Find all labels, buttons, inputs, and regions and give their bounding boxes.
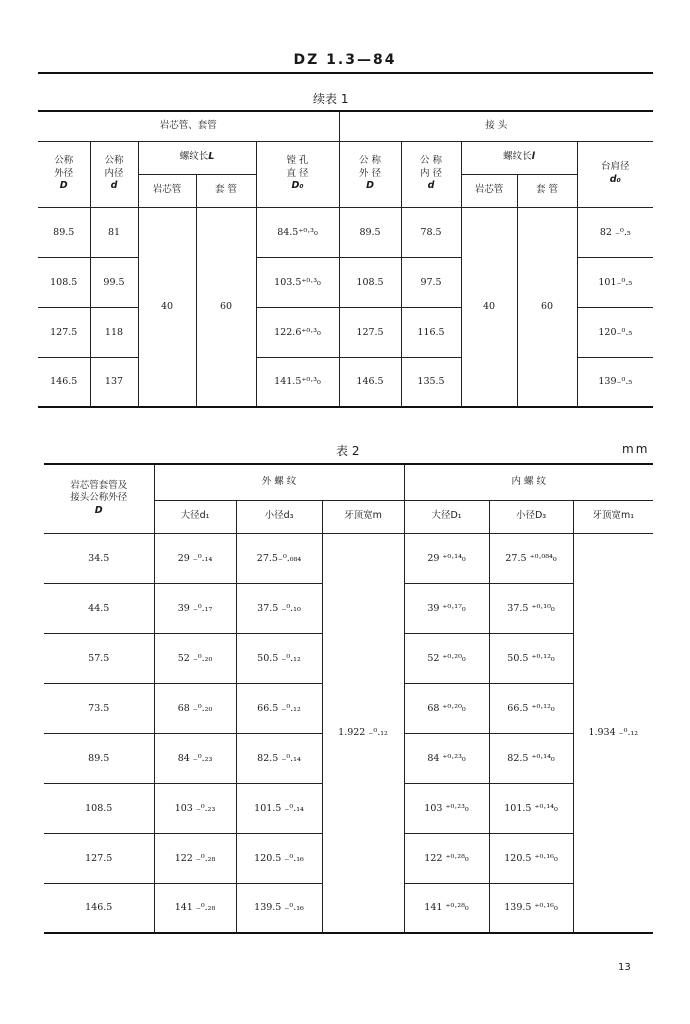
col-nominal-id: 公称 内径 d [90, 141, 138, 207]
col-ext-minor: 小径d₃ [236, 500, 322, 533]
cell-l-casing: 60 [517, 207, 577, 407]
cell-joint-D: 146.5 [339, 357, 401, 407]
cell-D0: 84.5⁺⁰·³₀ [256, 207, 339, 257]
cell-D3: 101.5 ⁺⁰·¹⁴₀ [489, 783, 573, 833]
cell-D: 108.5 [44, 783, 154, 833]
cell-L-core: 40 [138, 207, 196, 407]
cell-joint-d: 116.5 [401, 307, 461, 357]
col-ext-major: 大径d₁ [154, 500, 236, 533]
cell-D: 73.5 [44, 683, 154, 733]
cell-D0: 122.6⁺⁰·³₀ [256, 307, 339, 357]
col-L-casing: 套 管 [196, 174, 256, 207]
table1-caption: 续表 1 [313, 92, 349, 106]
cell-d0: 82 ₋⁰.₅ [577, 207, 653, 257]
cell-D: 34.5 [44, 533, 154, 583]
cell-D3: 139.5 ⁺⁰·¹⁶₀ [489, 883, 573, 933]
standard-code: DZ 1.3—84 [293, 52, 397, 68]
cell-D3: 50.5 ⁺⁰·¹²₀ [489, 633, 573, 683]
cell-d3: 50.5 ₋⁰.₁₂ [236, 633, 322, 683]
cell-d1: 141 ₋⁰.₂₈ [154, 883, 236, 933]
group-pipe: 岩芯管、套管 [38, 111, 339, 141]
cell-joint-d: 97.5 [401, 257, 461, 307]
group-internal-thread: 内 螺 纹 [404, 464, 653, 500]
cell-ext-crest: 1.922 ₋⁰.₁₂ [322, 533, 404, 933]
cell-d0: 139₋⁰.₅ [577, 357, 653, 407]
cell-D: 146.5 [38, 357, 90, 407]
cell-D0: 141.5⁺⁰·³₀ [256, 357, 339, 407]
cell-d3: 139.5 ₋⁰.₁₆ [236, 883, 322, 933]
cell-d: 118 [90, 307, 138, 357]
col-l-core-pipe: 岩芯管 [461, 174, 517, 207]
cell-D: 127.5 [44, 833, 154, 883]
cell-joint-D: 89.5 [339, 207, 401, 257]
cell-joint-D: 127.5 [339, 307, 401, 357]
col-thread-length-L: 螺纹长L [138, 141, 256, 174]
cell-D: 108.5 [38, 257, 90, 307]
page-number: 13 [618, 962, 631, 973]
table2-unit: mm [622, 442, 650, 456]
header-rule [38, 72, 653, 74]
cell-D3: 27.5 ⁺⁰·⁰⁸⁴₀ [489, 533, 573, 583]
cell-D: 146.5 [44, 883, 154, 933]
cell-joint-D: 108.5 [339, 257, 401, 307]
cell-d1: 103 ₋⁰.₂₃ [154, 783, 236, 833]
cell-D: 89.5 [38, 207, 90, 257]
cell-D1: 68 ⁺⁰·²⁰₀ [404, 683, 489, 733]
cell-L-casing: 60 [196, 207, 256, 407]
col-L-core-pipe: 岩芯管 [138, 174, 196, 207]
group-external-thread: 外 螺 纹 [154, 464, 404, 500]
cell-D3: 82.5 ⁺⁰·¹⁴₀ [489, 733, 573, 783]
cell-d3: 120.5 ₋⁰.₁₆ [236, 833, 322, 883]
cell-D0: 103.5⁺⁰·³₀ [256, 257, 339, 307]
cell-D: 57.5 [44, 633, 154, 683]
cell-D1: 122 ⁺⁰·²⁸₀ [404, 833, 489, 883]
col-int-major: 大径D₁ [404, 500, 489, 533]
cell-d1: 39 ₋⁰.₁₇ [154, 583, 236, 633]
cell-D1: 141 ⁺⁰·²⁸₀ [404, 883, 489, 933]
cell-d1: 68 ₋⁰.₂₀ [154, 683, 236, 733]
table2-caption: 表 2 [336, 444, 360, 458]
table1 [38, 110, 653, 408]
table-row [44, 533, 653, 583]
col-bore-diameter: 镗 孔 直 径 D₀ [256, 141, 339, 207]
col-ext-crest: 牙顶宽m [322, 500, 404, 533]
cell-D1: 52 ⁺⁰·²⁰₀ [404, 633, 489, 683]
cell-D1: 29 ⁺⁰·¹⁴₀ [404, 533, 489, 583]
col-nominal-od: 岩芯管套管及 接头公称外径 D [44, 464, 154, 533]
cell-D3: 37.5 ⁺⁰·¹⁰₀ [489, 583, 573, 633]
cell-d3: 66.5 ₋⁰.₁₂ [236, 683, 322, 733]
col-thread-length-l: 螺纹长l [461, 141, 577, 174]
cell-joint-d: 78.5 [401, 207, 461, 257]
cell-l-core: 40 [461, 207, 517, 407]
cell-d: 81 [90, 207, 138, 257]
cell-d3: 27.5₋⁰.₀₈₄ [236, 533, 322, 583]
cell-d3: 37.5 ₋⁰.₁₀ [236, 583, 322, 633]
cell-D1: 103 ⁺⁰·²³₀ [404, 783, 489, 833]
cell-d1: 122 ₋⁰.₂₈ [154, 833, 236, 883]
cell-D: 44.5 [44, 583, 154, 633]
cell-d3: 101.5 ₋⁰.₁₄ [236, 783, 322, 833]
col-joint-od: 公 称 外 径 D [339, 141, 401, 207]
cell-joint-d: 135.5 [401, 357, 461, 407]
cell-d1: 29 ₋⁰.₁₄ [154, 533, 236, 583]
cell-D: 127.5 [38, 307, 90, 357]
cell-d1: 84 ₋⁰.₂₃ [154, 733, 236, 783]
col-joint-id: 公 称 内 径 d [401, 141, 461, 207]
cell-D3: 120.5 ⁺⁰·¹⁶₀ [489, 833, 573, 883]
cell-D: 89.5 [44, 733, 154, 783]
cell-d0: 120₋⁰.₅ [577, 307, 653, 357]
col-l-casing: 套 管 [517, 174, 577, 207]
cell-d0: 101₋⁰.₅ [577, 257, 653, 307]
col-int-crest: 牙顶宽m₁ [573, 500, 653, 533]
group-joint: 接 头 [339, 111, 653, 141]
cell-int-crest: 1.934 ₋⁰.₁₂ [573, 533, 653, 933]
cell-d: 137 [90, 357, 138, 407]
table2 [44, 463, 653, 934]
cell-D1: 84 ⁺⁰·²³₀ [404, 733, 489, 783]
cell-d1: 52 ₋⁰.₂₀ [154, 633, 236, 683]
cell-D3: 66.5 ⁺⁰·¹²₀ [489, 683, 573, 733]
cell-d: 99.5 [90, 257, 138, 307]
table-row [38, 207, 653, 257]
col-shoulder-diameter: 台肩径 d₀ [577, 141, 653, 207]
col-nominal-od: 公称 外径 D [38, 141, 90, 207]
col-int-minor: 小径D₃ [489, 500, 573, 533]
cell-D1: 39 ⁺⁰·¹⁷₀ [404, 583, 489, 633]
cell-d3: 82.5 ₋⁰.₁₄ [236, 733, 322, 783]
